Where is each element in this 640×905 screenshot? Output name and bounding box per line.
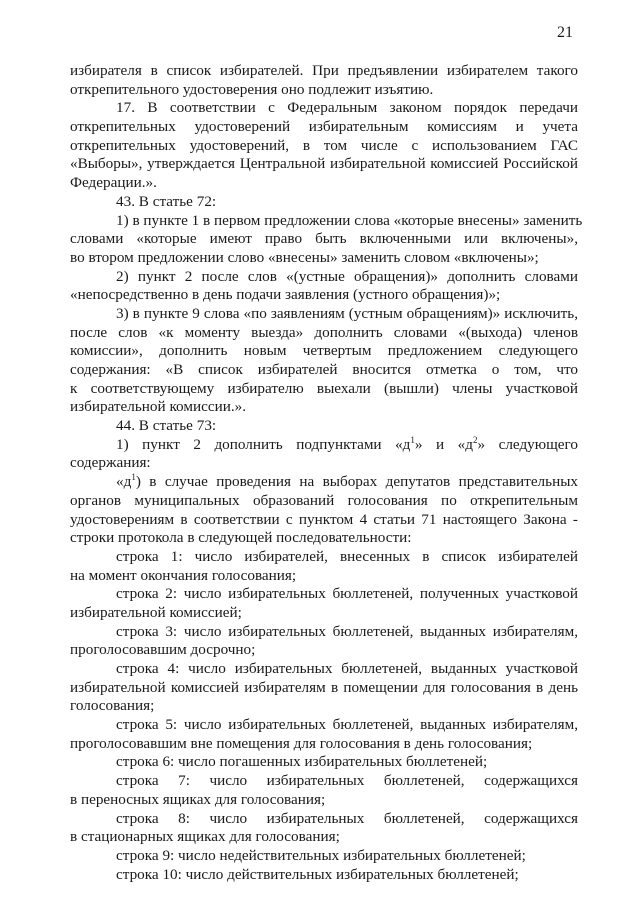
text-line: 17. В соответствии с Федеральным законом порядок передачи (116, 99, 578, 117)
text-line: строка 4: число избирательных бюллетеней, выданных участковой (116, 660, 578, 677)
text-line: Федерации.». (70, 174, 157, 192)
superscript: 1 (410, 434, 415, 445)
text-line: после слов «к моменту выезда» дополнить словами «(выхода) членов (70, 323, 578, 341)
text-line: 3) в пункте 9 слова «по заявлениям (устным обращениям)» исключить, (116, 304, 578, 322)
text-line: открепительных удостоверений избирательным комиссиям и учета (70, 118, 578, 136)
text-line: избирательной комиссии.». (70, 398, 247, 416)
text-line: открепительных удостоверений, в том числе с использованием ГАС (70, 136, 578, 154)
text-line: строка 1: число избирателей, внесенных в список избирателей (116, 547, 578, 565)
text-line: строка 10: число действительных избирательных бюллетеней; (116, 865, 519, 883)
text-run: » и «д (414, 435, 473, 453)
text-run: 1) пункт 2 дополнить подпунктами «д (116, 435, 411, 453)
text-run: » следующего (477, 435, 578, 453)
text-line: словами «которые имеют право быть включенными или включены», (70, 230, 578, 248)
text-line: открепительного удостоверения оно подлежит изъятию. (70, 80, 434, 98)
text-line: голосования; (70, 697, 155, 715)
text-line: 2) пункт 2 после слов «(устные обращения)» дополнить словами (116, 267, 578, 285)
text-line: 43. В статье 72: (116, 192, 217, 210)
text-run: ) в случае проведения на выборах депутатов представительных (135, 473, 578, 491)
text-line (70, 436, 578, 455)
superscript: 1 (131, 472, 136, 483)
text-line: избирательной комиссией избирателям в помещении для голосования в день (70, 678, 578, 696)
text-line: содержания: (70, 454, 151, 472)
text-line: проголосовавшим досрочно; (70, 641, 256, 659)
document-body (70, 62, 583, 884)
text-line: во втором предложении слово «внесены» заменить словом «включены»; (70, 248, 539, 266)
text-line: «непосредственно в день подачи заявления (устного обращения)»; (70, 286, 501, 304)
text-line: 1) в пункте 1 в первом предложении слова «которые внесены» заменить (116, 211, 583, 229)
text-line: 44. В статье 73: (116, 417, 217, 435)
text-line: в стационарных ящиках для голосования; (70, 828, 340, 846)
text-line: строка 8: число избирательных бюллетеней, содержащихся (116, 809, 578, 827)
text-line: к соответствующему избирателю выехали (вышли) члены участковой (70, 379, 578, 397)
text-line: содержания: «В список избирателей вносится отметка о том, что (70, 361, 578, 378)
text-line: строки протокола в следующей последовательности: (70, 529, 412, 547)
page-number: 21 (557, 24, 573, 41)
text-run: «д (116, 473, 132, 491)
text-line: строка 5: число избирательных бюллетеней, выданных избирателям, (116, 716, 578, 734)
text-line: строка 9: число недействительных избирательных бюллетеней; (116, 846, 526, 864)
text-line: на момент окончания голосования; (70, 566, 297, 584)
superscript: 2 (472, 434, 478, 445)
text-line: «Выборы», утверждается Центральной избирательной комиссией Российской (70, 155, 578, 173)
text-line (70, 473, 578, 492)
text-line: строка 7: число избирательных бюллетеней, содержащихся (116, 772, 578, 790)
text-line: строка 6: число погашенных избирательных бюллетеней; (116, 753, 488, 771)
text-line: в переносных ящиках для голосования; (70, 790, 326, 808)
text-line: проголосовавшим вне помещения для голосования в день голосования; (70, 734, 533, 752)
text-line: строка 3: число избирательных бюллетеней, выданных избирателям, (116, 622, 578, 640)
text-line: органов муниципальных образований голосования по открепительным (70, 491, 578, 509)
text-line: избирательной комиссией; (70, 603, 242, 621)
text-line: строка 2: число избирательных бюллетеней, полученных участковой (116, 585, 578, 603)
text-line: удостоверениям в соответствии с пунктом 4 статьи 71 настоящего Закона - (70, 510, 578, 528)
text-line: комиссии», дополнить новым четвертым предложением следующего (70, 342, 578, 360)
text-line: избирателя в список избирателей. При предъявлении избирателем такого (70, 62, 578, 79)
